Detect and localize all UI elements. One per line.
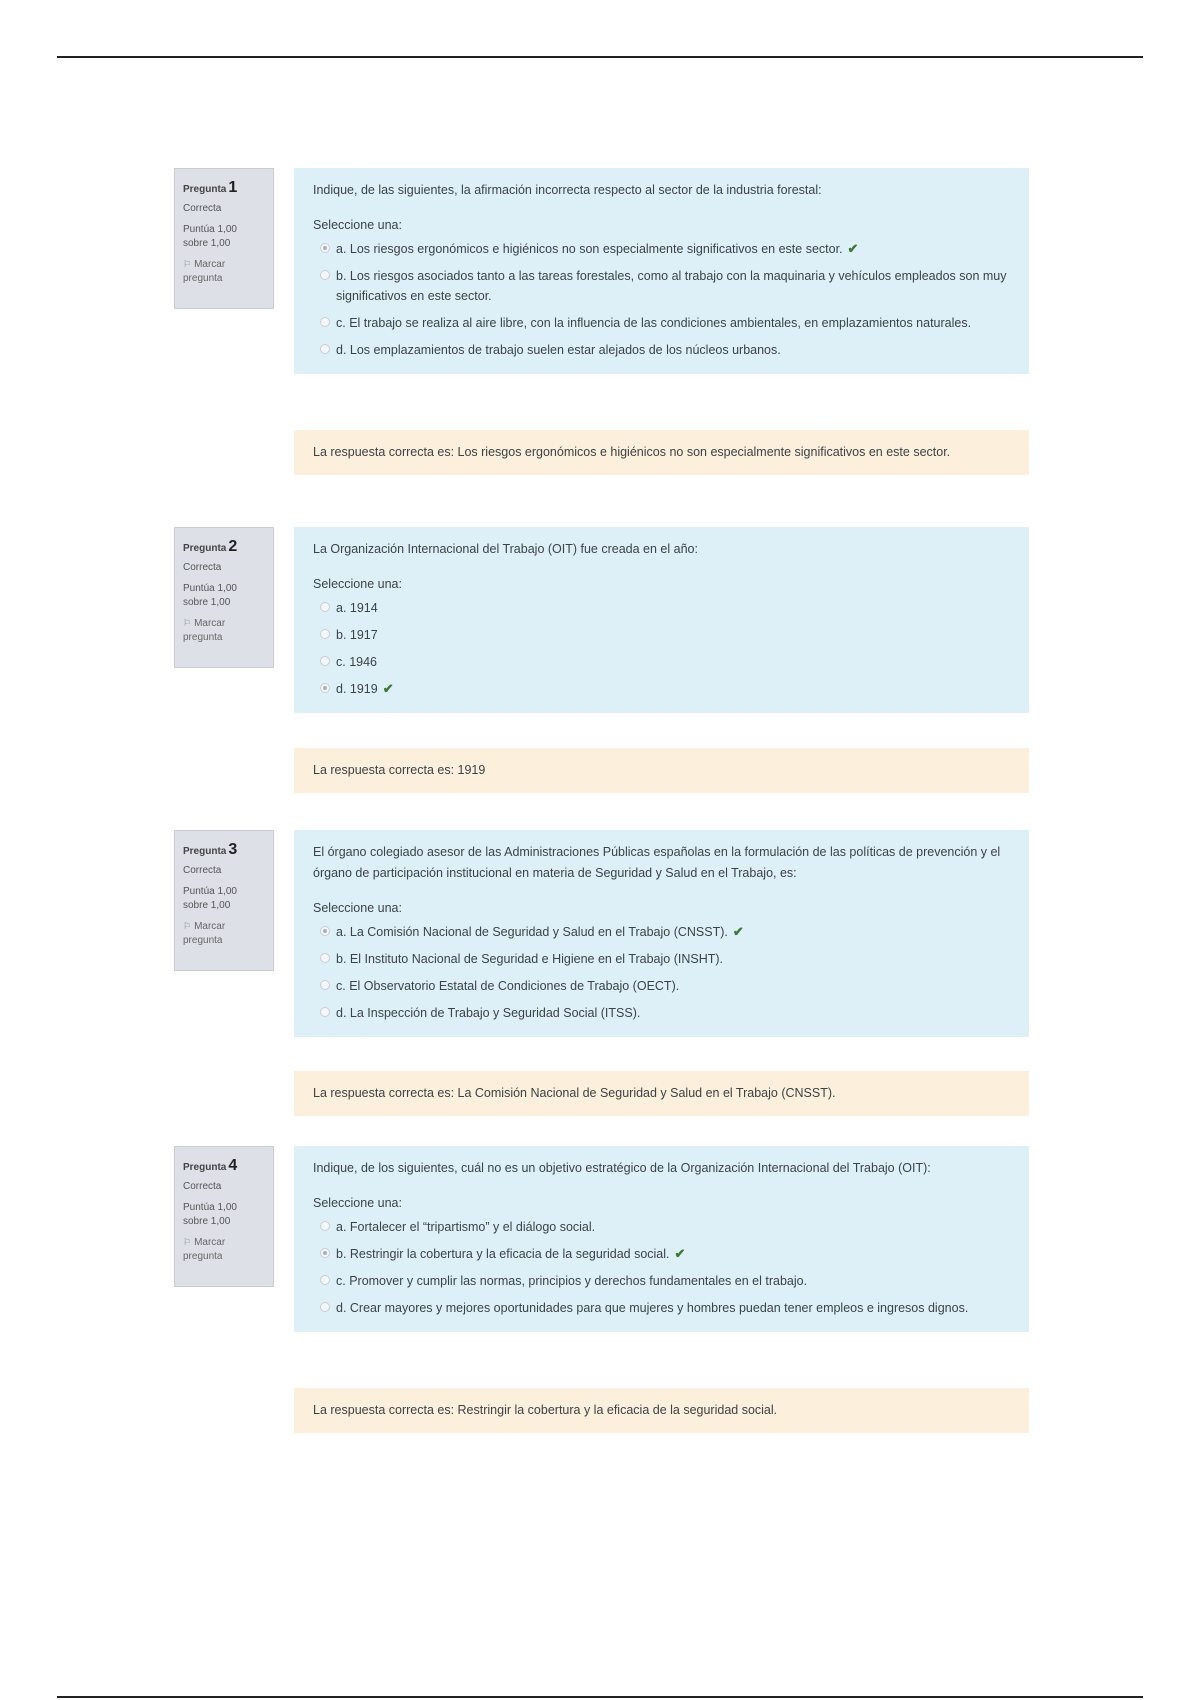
answer-option[interactable] (313, 1271, 1010, 1291)
answer-option[interactable] (313, 1244, 1010, 1264)
question-grade: Puntúa 1,00 (183, 886, 237, 898)
answer-prompt: Seleccione una: (313, 218, 402, 232)
radio-button[interactable] (320, 243, 330, 253)
flag-icon: ⚐ (183, 921, 192, 932)
question-grade-max: sobre 1,00 (183, 596, 231, 608)
option-label: c. El Observatorio Estatal de Condiciones de Trabajo (OECT). (336, 979, 680, 993)
answer-prompt: Seleccione una: (313, 577, 402, 591)
correct-answer-feedback: La respuesta correcta es: Los riesgos ergonómicos e higiénicos no son especialmente significativos en este sector. (294, 430, 1029, 475)
flag-label-2: pregunta (183, 272, 223, 284)
option-label: a. 1914 (336, 601, 378, 615)
option-label: d. La Inspección de Trabajo y Seguridad Social (ITSS). (336, 1006, 641, 1020)
answer-options (313, 239, 1010, 360)
flag-label-2: pregunta (183, 1250, 223, 1262)
answer-option[interactable] (313, 313, 1010, 333)
flag-label: Marcar (194, 259, 226, 271)
answer-option[interactable] (313, 625, 1010, 645)
radio-button[interactable] (320, 683, 330, 693)
answer-option[interactable] (313, 949, 1010, 969)
correct-answer-feedback: La respuesta correcta es: 1919 (294, 748, 1029, 793)
option-label: b. Restringir la cobertura y la eficacia de la seguridad social. (336, 1247, 670, 1261)
answer-option[interactable] (313, 340, 1010, 360)
answer-option[interactable] (313, 652, 1010, 672)
answer-option[interactable] (313, 679, 1010, 699)
radio-button[interactable] (320, 1007, 330, 1017)
option-label: c. Promover y cumplir las normas, principios y derechos fundamentales en el trabajo. (336, 1274, 808, 1288)
answer-option[interactable] (313, 1298, 1010, 1318)
answer-option[interactable] (313, 1003, 1010, 1023)
flag-question-button[interactable] (183, 920, 265, 947)
radio-button[interactable] (320, 1221, 330, 1231)
option-label: a. Fortalecer el “tripartismo” y el diálogo social. (336, 1220, 596, 1234)
answer-option[interactable] (313, 239, 1010, 259)
answer-option[interactable] (313, 976, 1010, 996)
correct-check-icon: ✔ (674, 1246, 686, 1261)
flag-label: Marcar (194, 921, 226, 933)
option-label: b. 1917 (336, 628, 378, 642)
radio-button[interactable] (320, 953, 330, 963)
question-text: La Organización Internacional del Trabajo (OIT) fue creada en el año: (313, 542, 698, 556)
correct-check-icon: ✔ (847, 241, 859, 256)
answer-option[interactable] (313, 266, 1010, 306)
radio-button[interactable] (320, 1302, 330, 1312)
question-number: 4 (228, 1157, 238, 1174)
question-label: Pregunta (183, 184, 227, 195)
flag-label-2: pregunta (183, 934, 223, 946)
question-number: 2 (228, 538, 238, 555)
option-label: a. La Comisión Nacional de Seguridad y Salud en el Trabajo (CNSST). (336, 925, 728, 939)
top-rule (57, 56, 1143, 58)
answer-option[interactable] (313, 1217, 1010, 1237)
question-state: Correcta (183, 1180, 222, 1192)
question-grade: Puntúa 1,00 (183, 224, 237, 236)
question-state: Correcta (183, 561, 222, 573)
option-label: c. El trabajo se realiza al aire libre, con la influencia de las condiciones ambientales, en emplazamientos naturales. (336, 316, 972, 330)
question-grade-max: sobre 1,00 (183, 899, 231, 911)
radio-button[interactable] (320, 656, 330, 666)
flag-icon: ⚐ (183, 1237, 192, 1248)
flag-label: Marcar (194, 1237, 226, 1249)
question-info (174, 527, 274, 668)
question-label: Pregunta (183, 846, 227, 857)
correct-answer-feedback: La respuesta correcta es: La Comisión Nacional de Seguridad y Salud en el Trabajo (CNSST). (294, 1071, 1029, 1116)
question-text: El órgano colegiado asesor de las Administraciones Públicas españolas en la formulación de las políticas de prevención y el órgano de participación institucional en materia de Seguridad y Salud en el Trabajo, es: (313, 845, 1001, 880)
radio-button[interactable] (320, 317, 330, 327)
answer-option[interactable] (313, 922, 1010, 942)
question-content (294, 527, 1029, 713)
question-text: Indique, de las siguientes, la afirmación incorrecta respecto al sector de la industria forestal: (313, 183, 822, 197)
option-label: d. Los emplazamientos de trabajo suelen estar alejados de los núcleos urbanos. (336, 343, 781, 357)
question-content (294, 830, 1029, 1037)
answer-options (313, 922, 1010, 1023)
question-content (294, 1146, 1029, 1332)
answer-options (313, 1217, 1010, 1318)
question-text: Indique, de los siguientes, cuál no es un objetivo estratégico de la Organización Internacional del Trabajo (OIT): (313, 1161, 931, 1175)
question-state: Correcta (183, 864, 222, 876)
correct-answer-feedback: La respuesta correcta es: Restringir la cobertura y la eficacia de la seguridad social. (294, 1388, 1029, 1433)
option-label: a. Los riesgos ergonómicos e higiénicos no son especialmente significativos en este sector. (336, 242, 843, 256)
radio-button[interactable] (320, 980, 330, 990)
question-label: Pregunta (183, 543, 227, 554)
flag-icon: ⚐ (183, 618, 192, 629)
bottom-rule (57, 1696, 1143, 1698)
correct-check-icon: ✔ (382, 681, 394, 696)
question-grade-max: sobre 1,00 (183, 1215, 231, 1227)
radio-button[interactable] (320, 926, 330, 936)
question-state: Correcta (183, 202, 222, 214)
radio-button[interactable] (320, 629, 330, 639)
question-info (174, 830, 274, 971)
option-label: d. 1919 (336, 682, 378, 696)
radio-button[interactable] (320, 344, 330, 354)
answer-prompt: Seleccione una: (313, 1196, 402, 1210)
answer-prompt: Seleccione una: (313, 901, 402, 915)
question-number: 3 (228, 841, 238, 858)
question-grade: Puntúa 1,00 (183, 1202, 237, 1214)
flag-label: Marcar (194, 618, 226, 630)
flag-question-button[interactable] (183, 617, 265, 644)
question-grade: Puntúa 1,00 (183, 583, 237, 595)
question-grade-max: sobre 1,00 (183, 237, 231, 249)
radio-button[interactable] (320, 1248, 330, 1258)
flag-icon: ⚐ (183, 259, 192, 270)
option-label: b. Los riesgos asociados tanto a las tareas forestales, como al trabajo con la maquinaria y vehículos empleados son muy significativos en este sector. (336, 269, 1007, 303)
option-label: c. 1946 (336, 655, 378, 669)
answer-option[interactable] (313, 598, 1010, 618)
correct-check-icon: ✔ (732, 924, 744, 939)
option-label: d. Crear mayores y mejores oportunidades para que mujeres y hombres puedan tener empleos e ingresos dignos. (336, 1301, 969, 1315)
question-label: Pregunta (183, 1162, 227, 1173)
flag-label-2: pregunta (183, 631, 223, 643)
radio-button[interactable] (320, 1275, 330, 1285)
question-info (174, 1146, 274, 1287)
flag-question-button[interactable] (183, 1236, 265, 1263)
radio-button[interactable] (320, 602, 330, 612)
answer-options (313, 598, 1010, 699)
question-content (294, 168, 1029, 374)
question-info (174, 168, 274, 309)
option-label: b. El Instituto Nacional de Seguridad e Higiene en el Trabajo (INSHT). (336, 952, 724, 966)
radio-button[interactable] (320, 270, 330, 280)
question-number: 1 (228, 179, 238, 196)
flag-question-button[interactable] (183, 258, 265, 285)
